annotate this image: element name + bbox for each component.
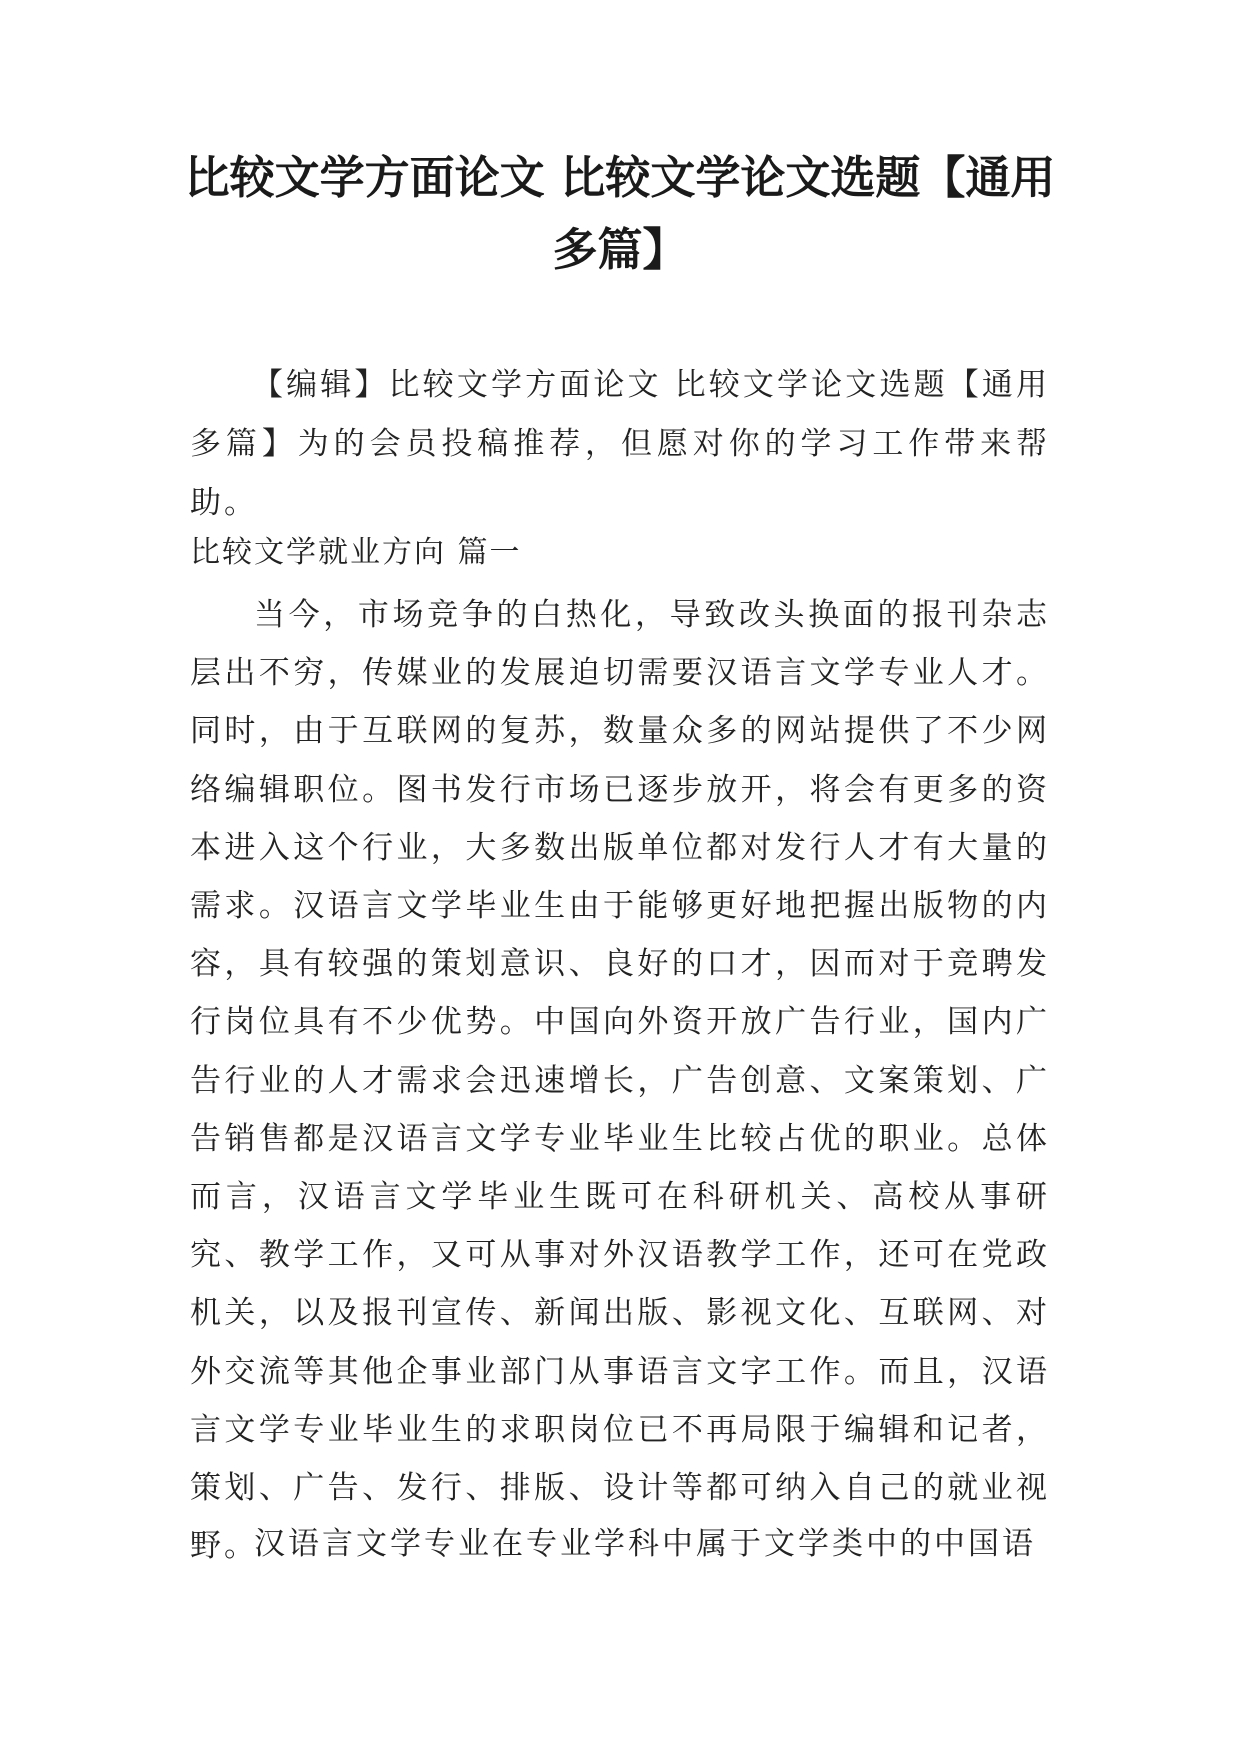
body-paragraph: 当今，市场竞争的白热化，导致改头换面的报刊杂志层出不穷，传媒业的发展迫切需要汉语言文学专业人才。同时，由于互联网的复苏，数量众多的网站提供了不少网络编辑职位。图书发行市场已逐步放开，将会有更多的资本进入这个行业，大多数出版单位都对发行人才有大量的需求。汉语言文学毕业生由于能够更好地把握出版物的内容，具有较强的策划意识、良好的口才，因而对于竞聘发行岗位具有不少优势。中国向外资开放广告行业，国内广告行业的人才需求会迅速增长，广告创意、文案策划、广告销售都是汉语言文学专业毕业生比较占优的职业。总体而言，汉语言文学毕业生既可在科研机关、高校从事研究、教学工作，又可从事对外汉语教学工作，还可在党政机关，以及报刊宣传、新闻出版、影视文化、互联网、对外交流等其他企事业部门从事语言文字工作。而且，汉语言文学专业毕业生的求职岗位已不再局限于编辑和记者，策划、广告、发行、排版、设计等都可纳入自己的就业视野。: [190, 597, 1050, 1565]
document-title: 比较文学方面论文 比较文学论文选题【通用多篇】: [184, 151, 1056, 276]
intro-paragraph: 【编辑】比较文学方面论文 比较文学论文选题【通用多篇】为的会员投稿推荐，但愿对你的学习工作带来帮助。: [190, 367, 1050, 521]
section-heading: 比较文学就业方向 篇一: [190, 535, 522, 570]
body-paragraph: 汉语言文学专业在专业学科中属于文学类中的中国语: [254, 1526, 1036, 1562]
